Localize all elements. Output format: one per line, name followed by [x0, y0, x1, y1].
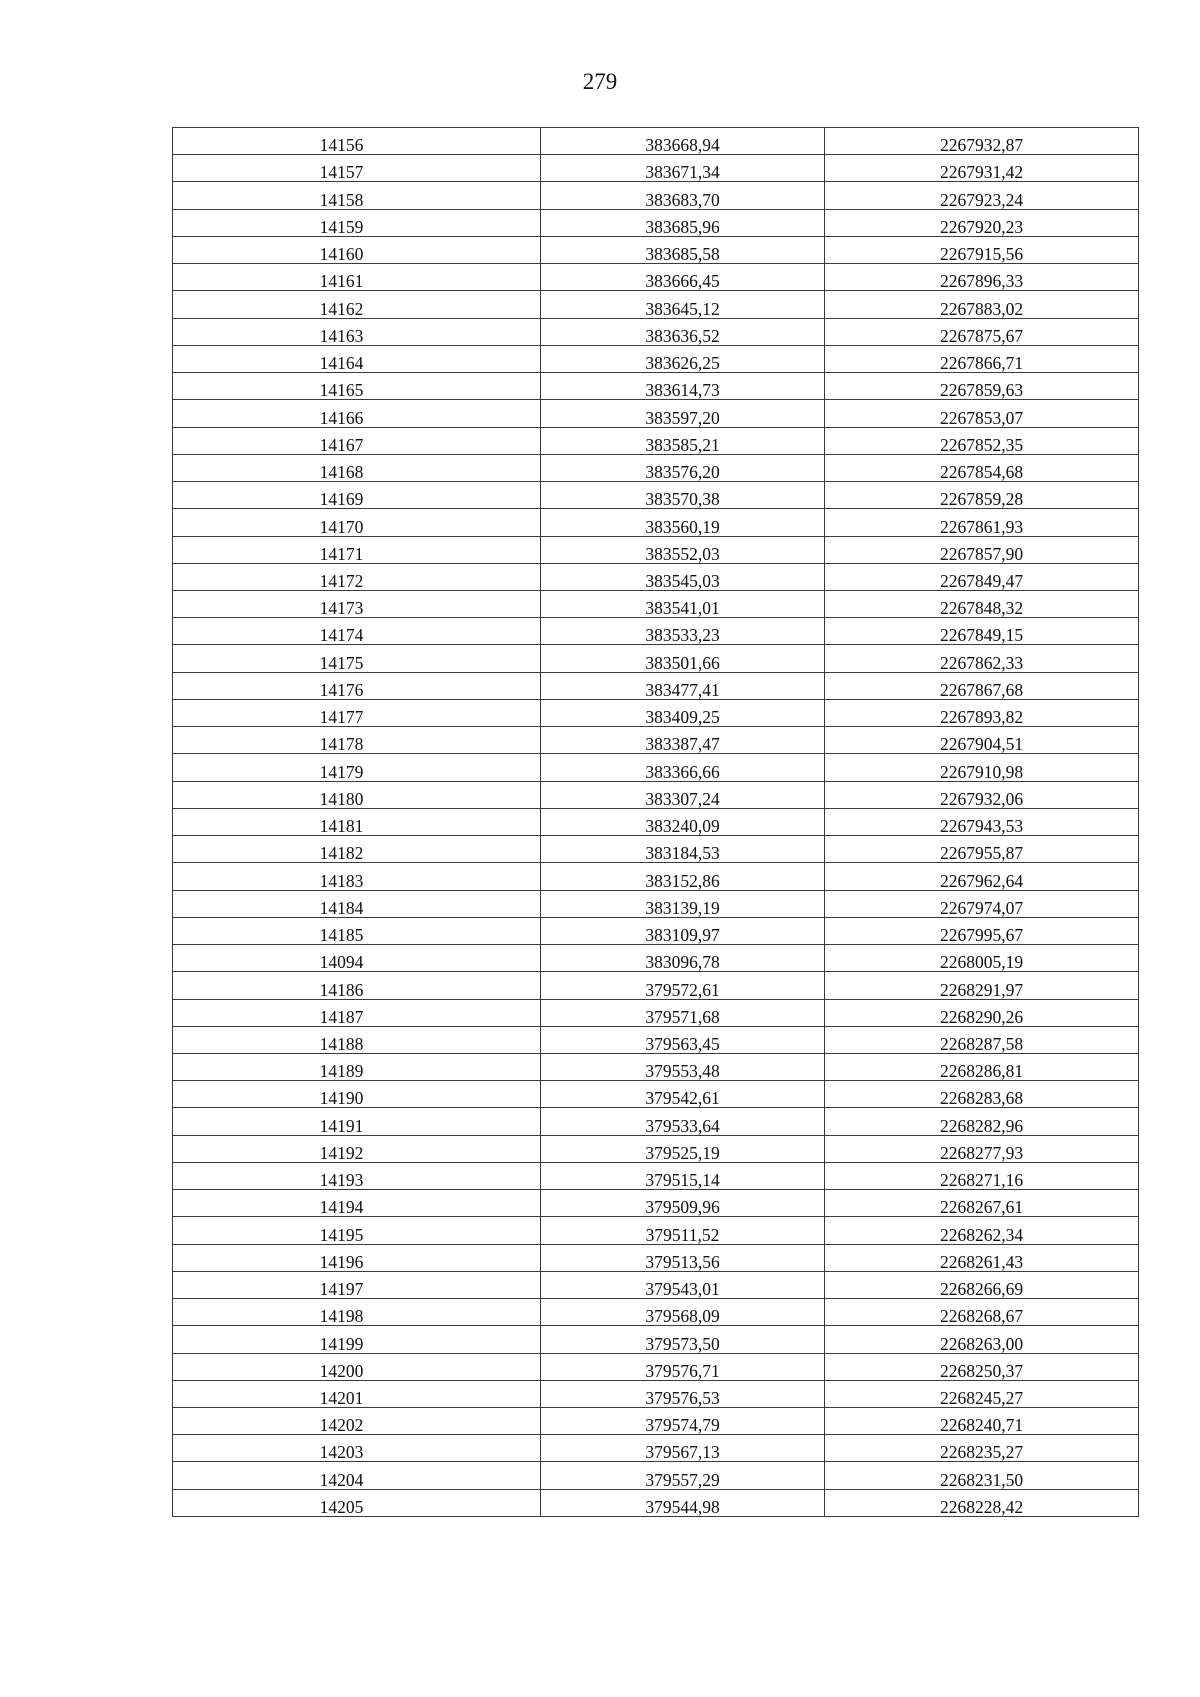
x-coordinate-cell: 383552,03	[541, 536, 825, 563]
y-coordinate-cell: 2268005,19	[825, 945, 1139, 972]
table-row	[173, 1135, 1139, 1162]
point-number-cell: 14200	[173, 1353, 541, 1380]
point-number-cell: 14169	[173, 482, 541, 509]
point-number-cell: 14194	[173, 1190, 541, 1217]
y-coordinate-cell: 2267854,68	[825, 454, 1139, 481]
table-row	[173, 1462, 1139, 1489]
x-coordinate-cell: 379568,09	[541, 1299, 825, 1326]
x-coordinate-cell: 383685,96	[541, 209, 825, 236]
y-coordinate-cell: 2268261,43	[825, 1244, 1139, 1271]
y-coordinate-cell: 2268282,96	[825, 1108, 1139, 1135]
x-coordinate-cell: 379525,19	[541, 1135, 825, 1162]
point-number-cell: 14159	[173, 209, 541, 236]
x-coordinate-cell: 383409,25	[541, 699, 825, 726]
y-coordinate-cell: 2267893,82	[825, 699, 1139, 726]
x-coordinate-cell: 383139,19	[541, 890, 825, 917]
table-row	[173, 1108, 1139, 1135]
table-row	[173, 400, 1139, 427]
table-row	[173, 1435, 1139, 1462]
table-row	[173, 727, 1139, 754]
point-number-cell: 14172	[173, 563, 541, 590]
y-coordinate-cell: 2268235,27	[825, 1435, 1139, 1462]
point-number-cell: 14182	[173, 836, 541, 863]
point-number-cell: 14160	[173, 236, 541, 263]
point-number-cell: 14179	[173, 754, 541, 781]
point-number-cell: 14189	[173, 1053, 541, 1080]
y-coordinate-cell: 2268277,93	[825, 1135, 1139, 1162]
x-coordinate-cell: 379574,79	[541, 1408, 825, 1435]
x-coordinate-cell: 379571,68	[541, 999, 825, 1026]
x-coordinate-cell: 379572,61	[541, 972, 825, 999]
table-row	[173, 482, 1139, 509]
page-number: 279	[582, 69, 618, 94]
x-coordinate-cell: 383541,01	[541, 590, 825, 617]
point-number-cell: 14164	[173, 345, 541, 372]
table-row	[173, 945, 1139, 972]
table-row	[173, 972, 1139, 999]
y-coordinate-cell: 2267866,71	[825, 345, 1139, 372]
table-row	[173, 1244, 1139, 1271]
y-coordinate-cell: 2268268,67	[825, 1299, 1139, 1326]
table-row	[173, 754, 1139, 781]
table-row	[173, 1162, 1139, 1189]
point-number-cell: 14201	[173, 1380, 541, 1407]
table-row	[173, 1489, 1139, 1516]
y-coordinate-cell: 2268240,71	[825, 1408, 1139, 1435]
y-coordinate-cell: 2267955,87	[825, 836, 1139, 863]
x-coordinate-cell: 383576,20	[541, 454, 825, 481]
point-number-cell: 14199	[173, 1326, 541, 1353]
x-coordinate-cell: 383096,78	[541, 945, 825, 972]
point-number-cell: 14156	[173, 128, 541, 155]
point-number-cell: 14203	[173, 1435, 541, 1462]
point-number-cell: 14175	[173, 645, 541, 672]
x-coordinate-cell: 383533,23	[541, 618, 825, 645]
point-number-cell: 14195	[173, 1217, 541, 1244]
table-row	[173, 890, 1139, 917]
x-coordinate-cell: 383636,52	[541, 318, 825, 345]
y-coordinate-cell: 2268291,97	[825, 972, 1139, 999]
point-number-cell: 14174	[173, 618, 541, 645]
x-coordinate-cell: 379511,52	[541, 1217, 825, 1244]
point-number-cell: 14158	[173, 182, 541, 209]
point-number-cell: 14177	[173, 699, 541, 726]
point-number-cell: 14183	[173, 863, 541, 890]
table-row	[173, 618, 1139, 645]
y-coordinate-cell: 2267896,33	[825, 264, 1139, 291]
x-coordinate-cell: 383626,25	[541, 345, 825, 372]
y-coordinate-cell: 2267859,63	[825, 373, 1139, 400]
y-coordinate-cell: 2267915,56	[825, 236, 1139, 263]
coordinates-table-body	[173, 128, 1139, 1517]
x-coordinate-cell: 379509,96	[541, 1190, 825, 1217]
x-coordinate-cell: 383560,19	[541, 509, 825, 536]
point-number-cell: 14163	[173, 318, 541, 345]
y-coordinate-cell: 2268263,00	[825, 1326, 1139, 1353]
point-number-cell: 14162	[173, 291, 541, 318]
y-coordinate-cell: 2268283,68	[825, 1081, 1139, 1108]
x-coordinate-cell: 383671,34	[541, 155, 825, 182]
table-row	[173, 808, 1139, 835]
table-row	[173, 1053, 1139, 1080]
table-row	[173, 182, 1139, 209]
y-coordinate-cell: 2267859,28	[825, 482, 1139, 509]
table-row	[173, 645, 1139, 672]
table-row	[173, 917, 1139, 944]
x-coordinate-cell: 383109,97	[541, 917, 825, 944]
y-coordinate-cell: 2267861,93	[825, 509, 1139, 536]
x-coordinate-cell: 379542,61	[541, 1081, 825, 1108]
x-coordinate-cell: 379544,98	[541, 1489, 825, 1516]
y-coordinate-cell: 2267974,07	[825, 890, 1139, 917]
y-coordinate-cell: 2268286,81	[825, 1053, 1139, 1080]
y-coordinate-cell: 2267848,32	[825, 590, 1139, 617]
x-coordinate-cell: 383668,94	[541, 128, 825, 155]
point-number-cell: 14161	[173, 264, 541, 291]
y-coordinate-cell: 2267849,15	[825, 618, 1139, 645]
point-number-cell: 14186	[173, 972, 541, 999]
x-coordinate-cell: 379513,56	[541, 1244, 825, 1271]
y-coordinate-cell: 2267852,35	[825, 427, 1139, 454]
point-number-cell: 14094	[173, 945, 541, 972]
x-coordinate-cell: 383570,38	[541, 482, 825, 509]
point-number-cell: 14187	[173, 999, 541, 1026]
y-coordinate-cell: 2268228,42	[825, 1489, 1139, 1516]
x-coordinate-cell: 383666,45	[541, 264, 825, 291]
point-number-cell: 14168	[173, 454, 541, 481]
y-coordinate-cell: 2267932,06	[825, 781, 1139, 808]
y-coordinate-cell: 2267995,67	[825, 917, 1139, 944]
table-row	[173, 236, 1139, 263]
x-coordinate-cell: 383685,58	[541, 236, 825, 263]
table-row	[173, 1326, 1139, 1353]
y-coordinate-cell: 2267875,67	[825, 318, 1139, 345]
point-number-cell: 14167	[173, 427, 541, 454]
x-coordinate-cell: 379576,53	[541, 1380, 825, 1407]
table-row	[173, 318, 1139, 345]
point-number-cell: 14196	[173, 1244, 541, 1271]
table-row	[173, 672, 1139, 699]
x-coordinate-cell: 379567,13	[541, 1435, 825, 1462]
point-number-cell: 14166	[173, 400, 541, 427]
table-row	[173, 345, 1139, 372]
y-coordinate-cell: 2267904,51	[825, 727, 1139, 754]
x-coordinate-cell: 383240,09	[541, 808, 825, 835]
table-row	[173, 209, 1139, 236]
x-coordinate-cell: 379553,48	[541, 1053, 825, 1080]
y-coordinate-cell: 2268267,61	[825, 1190, 1139, 1217]
y-coordinate-cell: 2268266,69	[825, 1271, 1139, 1298]
point-number-cell: 14157	[173, 155, 541, 182]
table-row	[173, 863, 1139, 890]
x-coordinate-cell: 383501,66	[541, 645, 825, 672]
y-coordinate-cell: 2267920,23	[825, 209, 1139, 236]
table-row	[173, 1081, 1139, 1108]
x-coordinate-cell: 379543,01	[541, 1271, 825, 1298]
point-number-cell: 14197	[173, 1271, 541, 1298]
table-row	[173, 1217, 1139, 1244]
x-coordinate-cell: 383152,86	[541, 863, 825, 890]
table-row	[173, 536, 1139, 563]
y-coordinate-cell: 2268287,58	[825, 1026, 1139, 1053]
table-row	[173, 291, 1139, 318]
x-coordinate-cell: 379563,45	[541, 1026, 825, 1053]
table-row	[173, 1408, 1139, 1435]
point-number-cell: 14190	[173, 1081, 541, 1108]
table-row	[173, 999, 1139, 1026]
table-row	[173, 781, 1139, 808]
x-coordinate-cell: 383614,73	[541, 373, 825, 400]
y-coordinate-cell: 2267923,24	[825, 182, 1139, 209]
y-coordinate-cell: 2267932,87	[825, 128, 1139, 155]
table-row	[173, 373, 1139, 400]
point-number-cell: 14198	[173, 1299, 541, 1326]
point-number-cell: 14180	[173, 781, 541, 808]
y-coordinate-cell: 2267931,42	[825, 155, 1139, 182]
y-coordinate-cell: 2267910,98	[825, 754, 1139, 781]
x-coordinate-cell: 379576,71	[541, 1353, 825, 1380]
y-coordinate-cell: 2268271,16	[825, 1162, 1139, 1189]
point-number-cell: 14184	[173, 890, 541, 917]
y-coordinate-cell: 2268245,27	[825, 1380, 1139, 1407]
point-number-cell: 14176	[173, 672, 541, 699]
point-number-cell: 14173	[173, 590, 541, 617]
table-row	[173, 454, 1139, 481]
x-coordinate-cell: 383366,66	[541, 754, 825, 781]
x-coordinate-cell: 379557,29	[541, 1462, 825, 1489]
point-number-cell: 14185	[173, 917, 541, 944]
x-coordinate-cell: 383585,21	[541, 427, 825, 454]
table-row	[173, 563, 1139, 590]
point-number-cell: 14191	[173, 1108, 541, 1135]
y-coordinate-cell: 2268290,26	[825, 999, 1139, 1026]
x-coordinate-cell: 383597,20	[541, 400, 825, 427]
y-coordinate-cell: 2268231,50	[825, 1462, 1139, 1489]
table-row	[173, 1271, 1139, 1298]
x-coordinate-cell: 379515,14	[541, 1162, 825, 1189]
y-coordinate-cell: 2267962,64	[825, 863, 1139, 890]
table-row	[173, 155, 1139, 182]
x-coordinate-cell: 379573,50	[541, 1326, 825, 1353]
table-row	[173, 699, 1139, 726]
point-number-cell: 14193	[173, 1162, 541, 1189]
y-coordinate-cell: 2267853,07	[825, 400, 1139, 427]
point-number-cell: 14188	[173, 1026, 541, 1053]
table-row	[173, 1380, 1139, 1407]
table-row	[173, 1299, 1139, 1326]
point-number-cell: 14204	[173, 1462, 541, 1489]
table-row	[173, 427, 1139, 454]
table-row	[173, 264, 1139, 291]
y-coordinate-cell: 2268262,34	[825, 1217, 1139, 1244]
y-coordinate-cell: 2268250,37	[825, 1353, 1139, 1380]
x-coordinate-cell: 383184,53	[541, 836, 825, 863]
x-coordinate-cell: 383545,03	[541, 563, 825, 590]
x-coordinate-cell: 383477,41	[541, 672, 825, 699]
x-coordinate-cell: 383645,12	[541, 291, 825, 318]
point-number-cell: 14171	[173, 536, 541, 563]
x-coordinate-cell: 383683,70	[541, 182, 825, 209]
x-coordinate-cell: 379533,64	[541, 1108, 825, 1135]
y-coordinate-cell: 2267849,47	[825, 563, 1139, 590]
point-number-cell: 14202	[173, 1408, 541, 1435]
y-coordinate-cell: 2267857,90	[825, 536, 1139, 563]
x-coordinate-cell: 383387,47	[541, 727, 825, 754]
table-row	[173, 1353, 1139, 1380]
point-number-cell: 14205	[173, 1489, 541, 1516]
table-row	[173, 509, 1139, 536]
table-row	[173, 128, 1139, 155]
point-number-cell: 14170	[173, 509, 541, 536]
point-number-cell: 14192	[173, 1135, 541, 1162]
coordinates-table	[172, 127, 1139, 1517]
x-coordinate-cell: 383307,24	[541, 781, 825, 808]
table-row	[173, 836, 1139, 863]
table-row	[173, 590, 1139, 617]
point-number-cell: 14178	[173, 727, 541, 754]
point-number-cell: 14165	[173, 373, 541, 400]
y-coordinate-cell: 2267867,68	[825, 672, 1139, 699]
y-coordinate-cell: 2267862,33	[825, 645, 1139, 672]
point-number-cell: 14181	[173, 808, 541, 835]
table-row	[173, 1026, 1139, 1053]
table-row	[173, 1190, 1139, 1217]
y-coordinate-cell: 2267883,02	[825, 291, 1139, 318]
y-coordinate-cell: 2267943,53	[825, 808, 1139, 835]
